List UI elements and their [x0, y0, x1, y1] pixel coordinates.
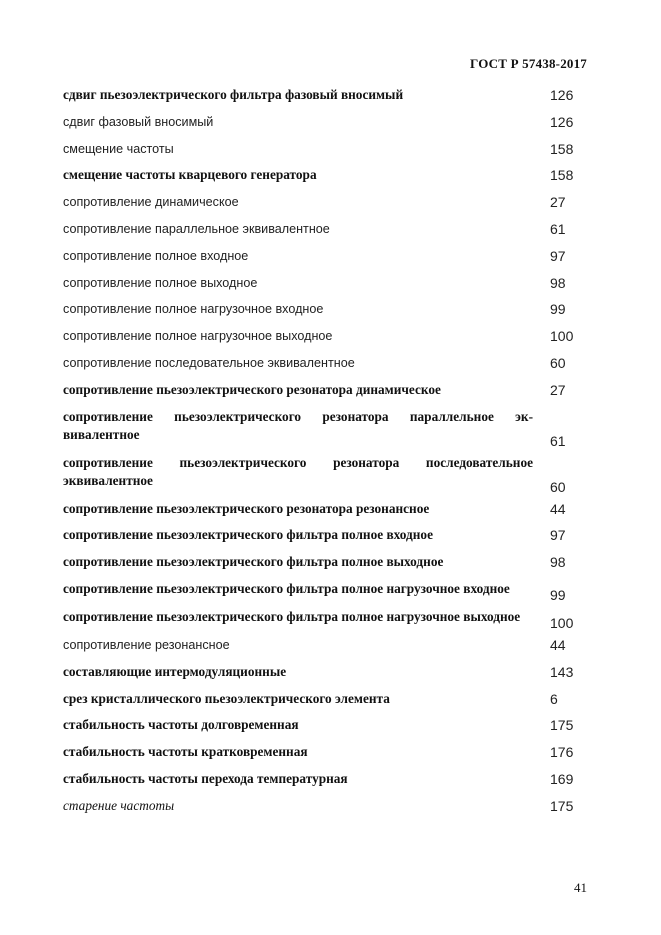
index-entry-term: сопротивление полное входное: [63, 248, 249, 263]
index-entry: [63, 113, 583, 131]
index-entry-term: составляющие интермодуляционные: [63, 663, 287, 679]
index-entry-page-number: 126: [550, 113, 574, 130]
index-entry: [63, 140, 583, 158]
index-entry-term: сопротивление резонансное: [63, 637, 230, 652]
index-entry-term: сопротивление пьезоэлектрического фильтра полное нагрузочное выходное: [63, 608, 521, 624]
index-entry-page-number: 175: [550, 797, 574, 814]
index-entry-term: сопротивление полное нагрузочное входное: [63, 302, 324, 317]
index-entry: [63, 454, 583, 495]
index-entry-page-number: 169: [550, 770, 574, 787]
index-entry-page-number: 44: [550, 636, 566, 653]
index-entry-term: сопротивление пьезоэлектрического резонатора параллельное эк-вивалентное: [63, 408, 533, 442]
index-entry-page-number: 98: [550, 274, 566, 291]
index-entry-term: смещение частоты: [63, 141, 174, 156]
index-entry: [63, 408, 583, 449]
index-entry-term: старение частоты: [63, 797, 175, 813]
index-entry-term: стабильность частоты кратковременная: [63, 744, 308, 760]
index-entry-term: сопротивление параллельное эквивалентное: [63, 221, 330, 236]
index-entry: [63, 300, 583, 318]
index-entry-page-number: 143: [550, 663, 574, 680]
index-entry-term: сопротивление пьезоэлектрического фильтра полное входное: [63, 527, 433, 543]
index-entry: [63, 636, 583, 654]
index-entry: [63, 743, 583, 761]
index-entry-page-number: 99: [550, 586, 566, 603]
index-entry: [63, 354, 583, 372]
index-entry-page-number: 97: [550, 527, 566, 544]
index-entry: [63, 526, 583, 544]
index-entry-term: сопротивление последовательное эквивалентное: [63, 355, 355, 370]
index-entry-page-number: 158: [550, 140, 574, 157]
index-entry: [63, 220, 583, 238]
index-entry-term: сопротивление пьезоэлектрического резонатора резонансное: [63, 500, 430, 516]
index-entry: [63, 663, 583, 681]
index-entry-term: сдвиг фазовый вносимый: [63, 114, 214, 129]
index-entry: [63, 500, 583, 518]
index-entry-term: срез кристаллического пьезоэлектрического элемента: [63, 690, 390, 706]
index-entry: [63, 86, 583, 104]
index-entry: [63, 770, 583, 788]
index-entry: [63, 327, 583, 345]
index-entry-page-number: 61: [550, 220, 566, 237]
document-standard-header: ГОСТ Р 57438-2017: [470, 56, 587, 71]
index-entry-term: сопротивление динамическое: [63, 195, 239, 210]
index-entry: [63, 166, 583, 184]
index-entry-term: стабильность частоты долговременная: [63, 717, 299, 733]
index-entry-page-number: 27: [550, 381, 566, 398]
page-number: 41: [574, 880, 587, 895]
index-entry-page-number: 100: [550, 328, 574, 345]
index-entry: [63, 580, 583, 603]
index-entry-term: сопротивление пьезоэлектрического резонатора динамическое: [63, 381, 441, 397]
index-entry-term: сопротивление пьезоэлектрического фильтра полное нагрузочное входное: [63, 580, 510, 596]
index-entry-page-number: 158: [550, 167, 574, 184]
index-entry-page-number: 99: [550, 301, 566, 318]
index-entry: [63, 247, 583, 265]
index-entry-page-number: 100: [550, 614, 574, 631]
index-entry-page-number: 60: [550, 354, 566, 371]
index-entry-page-number: 27: [550, 194, 566, 211]
index-entry-page-number: 60: [550, 478, 566, 495]
index-entry-term: стабильность частоты перехода температурная: [63, 770, 348, 786]
index-entry-page-number: 44: [550, 500, 566, 517]
index-entry: [63, 690, 583, 708]
index-entry: [63, 716, 583, 734]
index-entry-page-number: 176: [550, 744, 574, 761]
index-entry: [63, 797, 583, 815]
index-entry-page-number: 126: [550, 87, 574, 103]
index-entry-page-number: 97: [550, 247, 566, 264]
index-entry: [63, 553, 583, 571]
index-entry-page-number: 6: [550, 690, 558, 707]
index-entry-page-number: 98: [550, 554, 566, 571]
index-entry-page-number: 175: [550, 717, 574, 734]
index-entry: [63, 193, 583, 211]
index-entry-term: смещение частоты кварцевого генератора: [63, 167, 317, 183]
index-entry-list: [63, 86, 583, 824]
index-entry-term: сопротивление полное нагрузочное выходное: [63, 329, 333, 344]
index-entry: [63, 381, 583, 399]
index-entry: [63, 608, 583, 631]
index-entry-term: сопротивление пьезоэлектрического резонатора последовательное эквивалентное: [63, 454, 533, 488]
index-entry-term: сопротивление полное выходное: [63, 275, 258, 290]
index-entry-term: сопротивление пьезоэлектрического фильтра полное выходное: [63, 554, 444, 570]
index-entry-term: сдвиг пьезоэлектрического фильтра фазовый вносимый: [63, 87, 404, 102]
index-entry: [63, 274, 583, 292]
index-entry-page-number: 61: [550, 432, 566, 449]
